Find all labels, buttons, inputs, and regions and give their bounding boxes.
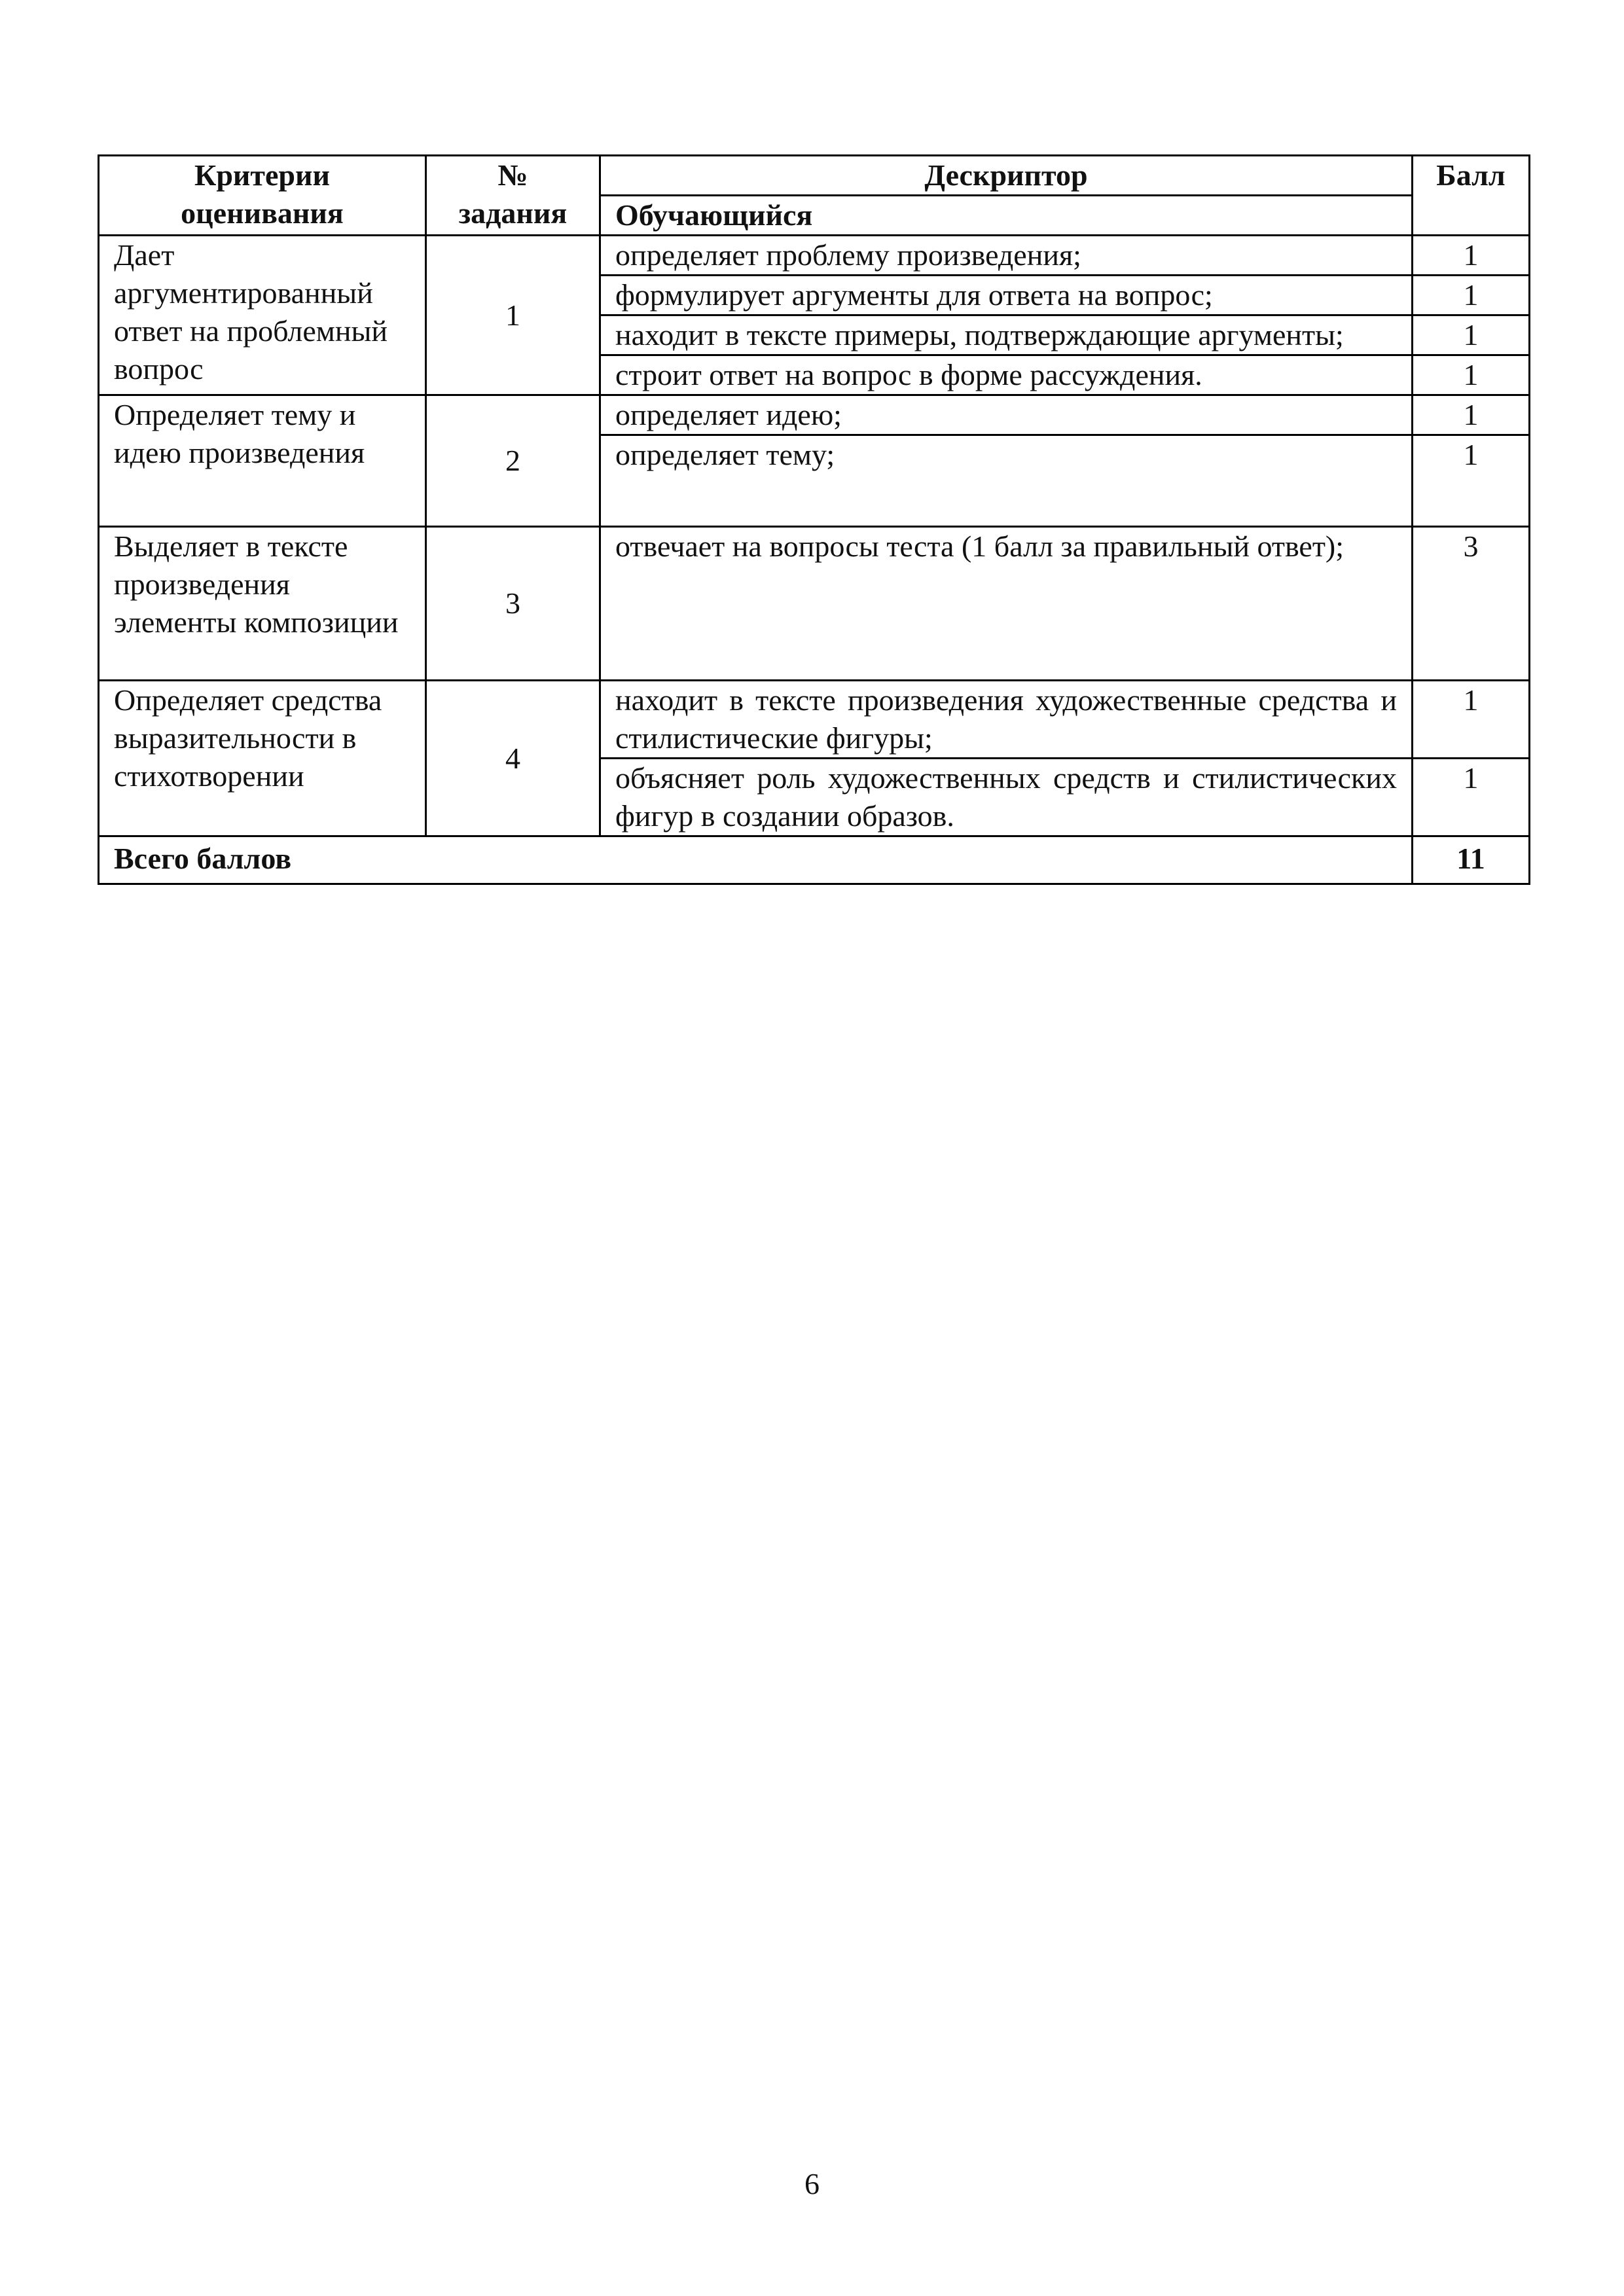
table-row: [99, 395, 1530, 435]
descriptor-cell: формулирует аргументы для ответа на вопрос;: [600, 276, 1413, 315]
score-cell: 1: [1413, 681, 1530, 759]
table-row: [99, 681, 1530, 759]
descriptor-cell: объясняет роль художественных средств и стилистических фигур в создании образов.: [600, 759, 1413, 836]
table-row: [99, 236, 1530, 276]
criteria-cell: Выделяет в тексте произведения элементы композиции: [99, 527, 426, 681]
assessment-criteria-table: [98, 154, 1530, 885]
page-number: 6: [804, 2167, 820, 2200]
criteria-cell: Дает аргументированный ответ на проблемный вопрос: [99, 236, 426, 395]
total-label: Всего баллов: [99, 836, 1413, 884]
descriptor-cell: определяет тему;: [600, 435, 1413, 527]
score-cell: 1: [1413, 315, 1530, 355]
task-number-cell: 4: [426, 681, 600, 836]
task-number-cell: 2: [426, 395, 600, 527]
total-value: 11: [1413, 836, 1530, 884]
score-cell: 1: [1413, 435, 1530, 527]
score-cell: 1: [1413, 276, 1530, 315]
total-row: [99, 836, 1530, 884]
score-cell: 1: [1413, 395, 1530, 435]
score-cell: 1: [1413, 355, 1530, 395]
descriptor-cell: определяет проблему произведения;: [600, 236, 1413, 276]
descriptor-header: Дескриптор: [600, 156, 1413, 196]
table-header-row: [99, 156, 1530, 196]
descriptor-cell: находит в тексте примеры, подтверждающие аргументы;: [600, 315, 1413, 355]
descriptor-cell: строит ответ на вопрос в форме рассуждения.: [600, 355, 1413, 395]
score-cell: 1: [1413, 236, 1530, 276]
task-number-cell: 3: [426, 527, 600, 681]
task-number-cell: 1: [426, 236, 600, 395]
descriptor-cell: определяет идею;: [600, 395, 1413, 435]
score-header: Балл: [1413, 156, 1530, 236]
task-number-header: № задания: [426, 156, 600, 236]
criteria-header: Критерии оценивания: [99, 156, 426, 236]
learner-subheader: Обучающийся: [600, 196, 1413, 236]
score-cell: 3: [1413, 527, 1530, 681]
score-cell: 1: [1413, 759, 1530, 836]
descriptor-cell: находит в тексте произведения художественные средства и стилистические фигуры;: [600, 681, 1413, 759]
descriptor-cell: отвечает на вопросы теста (1 балл за правильный ответ);: [600, 527, 1413, 681]
criteria-cell: Определяет тему и идею произведения: [99, 395, 426, 527]
table-row: [99, 527, 1530, 681]
criteria-cell: Определяет средства выразительности в стихотворении: [99, 681, 426, 836]
